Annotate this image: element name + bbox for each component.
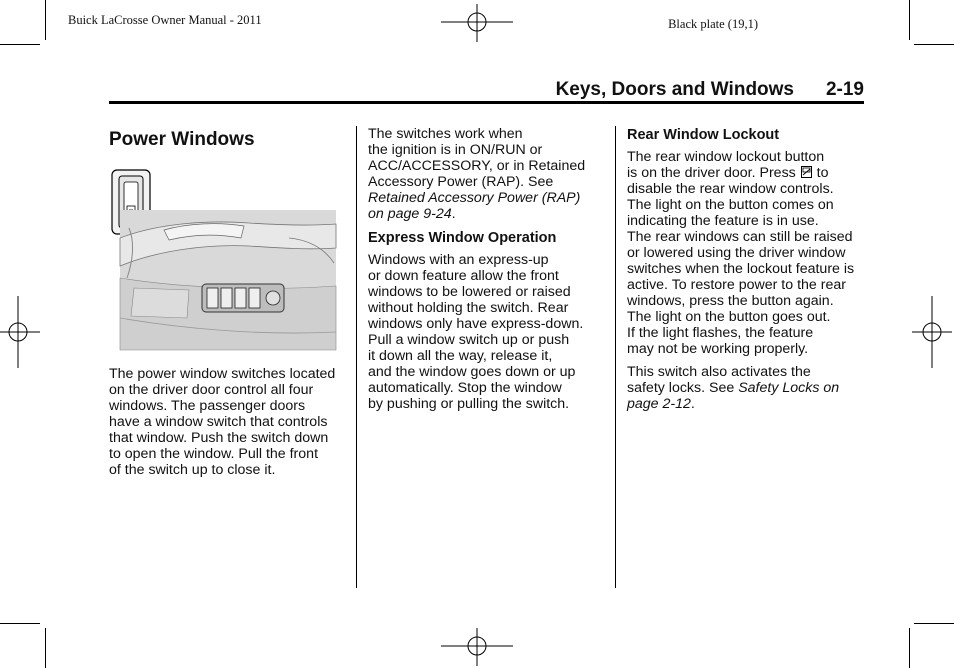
window-lockout-icon	[801, 166, 812, 178]
page-number: 2-19	[825, 79, 864, 100]
plate-label: Black plate (19,1)	[668, 17, 758, 31]
crop-mark	[45, 628, 46, 668]
punctuation: .	[690, 396, 695, 412]
body-text-a: The rear window lockout button is on the driver door. Press	[627, 149, 825, 181]
punctuation: .	[451, 206, 456, 222]
body-text: The power window switches located on the driver door control all four windows. The passenger doors have a window switch that controls that window. Push the switch down to open the window. Pull the front of the switch up to close it.	[109, 366, 336, 478]
crop-mark	[909, 0, 910, 40]
cross-reference-link[interactable]: Safety Locks on page 2-12	[627, 380, 840, 412]
subheading-express-window: Express Window Operation	[368, 230, 557, 246]
door-window-switch-illustration	[109, 168, 339, 352]
crop-mark	[914, 623, 954, 624]
subheading-rear-window-lockout: Rear Window Lockout	[627, 127, 780, 143]
crop-mark	[909, 628, 910, 668]
body-text: Windows with an express-up or down feature allow the front windows to be lowered or raised without holding the switch. Rear windows only have express-down. Pull a window switch up or push it down all the way, release it, and the window goes down or up automatically. Stop the window by pushing or pulling the switch.	[368, 252, 584, 412]
body-text-b: to	[816, 165, 829, 181]
crop-mark	[914, 44, 954, 45]
column-divider	[615, 126, 616, 588]
crop-mark	[0, 44, 40, 45]
column-2	[368, 126, 604, 412]
column-1-body	[109, 366, 347, 478]
column-3	[627, 126, 867, 412]
crop-mark	[45, 0, 46, 40]
manual-title: Buick LaCrosse Owner Manual - 2011	[68, 13, 262, 27]
body-text-intro: The switches work when the ignition is in ON/RUN or ACC/ACCESSORY, or in Retained Accessory Power (RAP). See	[368, 126, 586, 190]
body-text	[368, 126, 604, 222]
body-text	[627, 364, 867, 412]
body-text	[627, 149, 867, 357]
crop-mark	[0, 623, 40, 624]
page-title: Power Windows	[109, 129, 255, 150]
cross-reference-link[interactable]: Retained Accessory Power (RAP) on page 9-24	[368, 190, 581, 222]
header-rule	[109, 101, 864, 104]
body-text-2: This switch also activates the safety locks. See	[627, 364, 811, 396]
section-title: Keys, Doors and Windows	[555, 79, 794, 100]
body-text-c: disable the rear window controls. The light on the button comes on indicating the feature is in use. The rear windows can still be raised or lowered using the driver window switches when the lockout feature is active. To restore power to the rear windows, press the button again. The light on the button goes out. If the light flashes, the feature may not be working properly.	[627, 181, 855, 357]
registration-mark-left	[0, 296, 40, 368]
registration-mark-top	[441, 4, 513, 42]
column-divider	[356, 126, 357, 588]
registration-mark-bottom	[441, 628, 513, 666]
column-1	[109, 126, 347, 152]
registration-mark-right	[912, 296, 952, 368]
